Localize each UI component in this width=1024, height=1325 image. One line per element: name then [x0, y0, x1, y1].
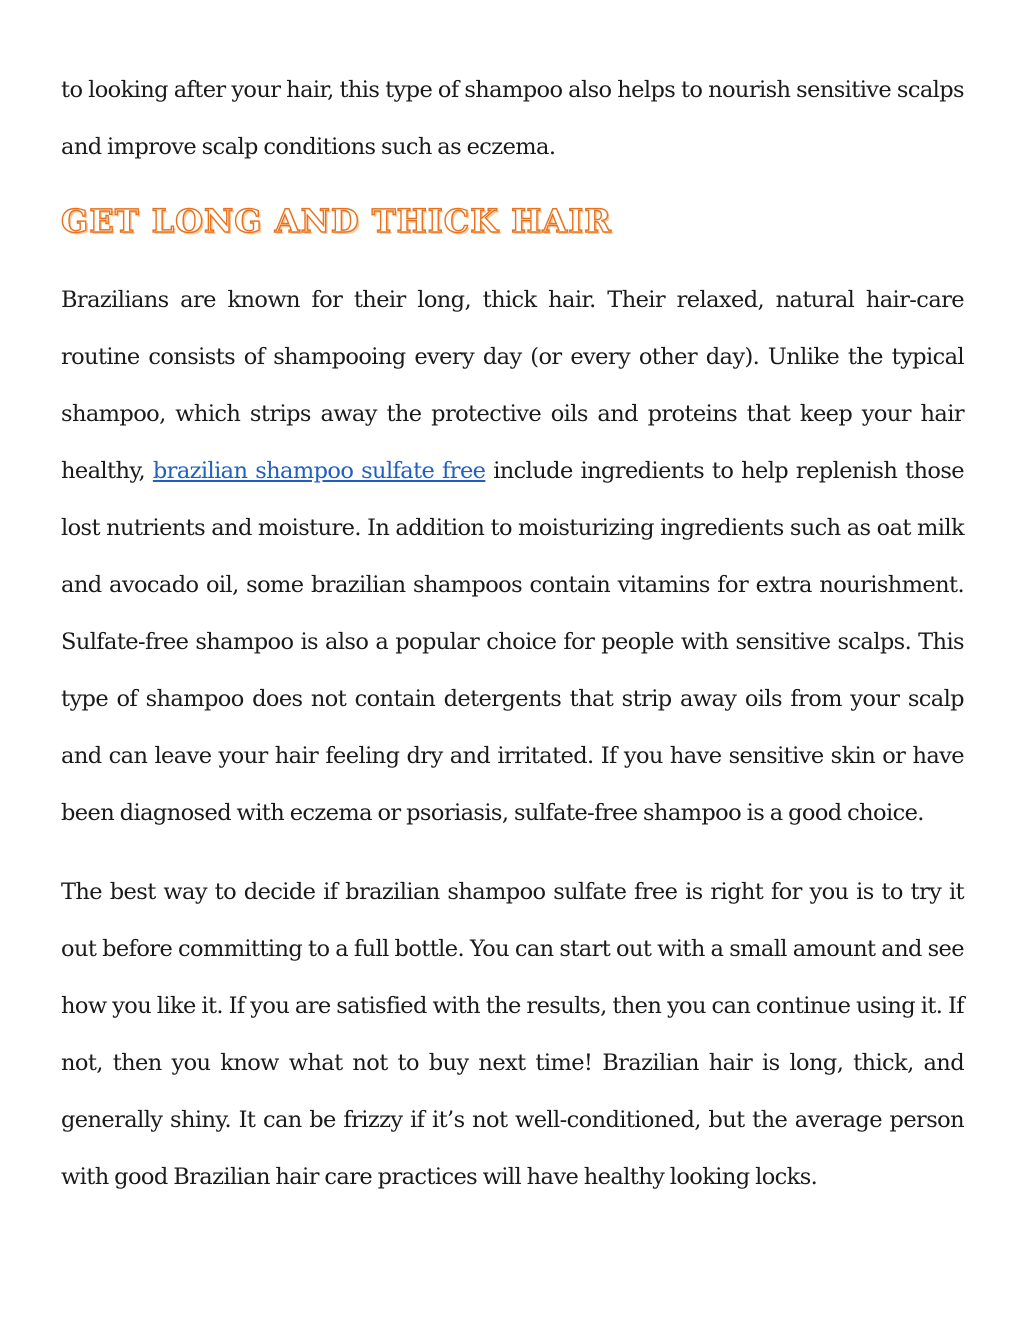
section-heading: GET LONG AND THICK HAIR	[61, 202, 612, 240]
paragraph-2-text: The best way to decide if brazilian shampoo sulfate free is right for you is to try it out before committing to a full bottle. You can start out with a small amount and see how you like it. If you are satisfied with the results, then you can continue using it. If not, then you know what not to buy next time! Brazilian hair is long, thick, and generally shiny. It can be frizzy if it’s not well-conditioned, but the average person with good Brazilian hair care practices will have healthy looking locks.	[61, 879, 964, 1190]
paragraph-1-text-before-link: Brazilians are known for their long, thick hair. Their relaxed, natural hair-care routine consists of shampooing every day (or every other day). Unlike the typical shampoo, which strips away the protective oils and proteins that keep your hair healthy,	[61, 287, 964, 484]
body-paragraph-2	[61, 864, 964, 1206]
intro-paragraph	[61, 62, 964, 176]
paragraph-spacer	[61, 842, 964, 864]
paragraph-1-text-after-link: include ingredients to help replenish those lost nutrients and moisture. In addition to moisturizing ingredients such as oat milk and avocado oil, some brazilian shampoos contain vitamins for extra nourishment. Sulfate-free shampoo is also a popular choice for people with sensitive scalps. This type of shampoo does not contain detergents that strip away oils from your scalp and can leave your hair feeling dry and irritated. If you have sensitive skin or have been diagnosed with eczema or psoriasis, sulfate-free shampoo is a good choice.	[61, 458, 964, 826]
body-paragraph-1	[61, 272, 964, 842]
intro-text: to looking after your hair, this type of shampoo also helps to nourish sensitive scalps and improve scalp conditions such as eczema.	[61, 77, 964, 160]
brazilian-shampoo-link[interactable]: brazilian shampoo sulfate free	[152, 458, 486, 484]
document-page	[61, 62, 964, 1206]
